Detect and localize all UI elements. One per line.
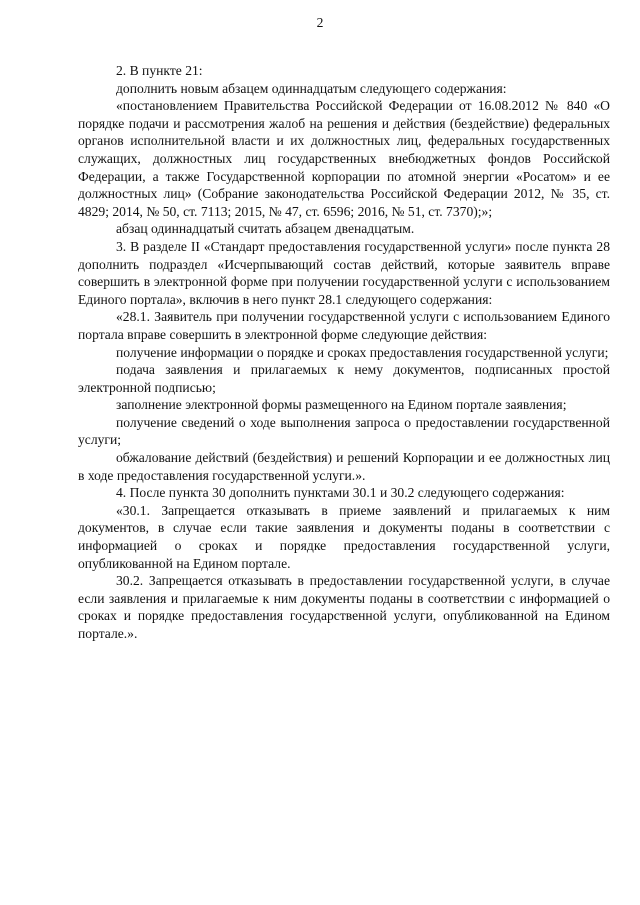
paragraph: «28.1. Заявитель при получении государственной услуги с использованием Единого портала вправе совершить в электронной форме следующие действия:: [78, 309, 610, 342]
paragraph: заполнение электронной формы размещенного на Едином портале заявления;: [116, 397, 567, 413]
paragraph: 30.2. Запрещается отказывать в предоставлении государственной услуги, в случае если заявления и прилагаемые к ним документы поданы в соответствии с информацией о сроках и порядке предоставления государственной услуги, опубликованной на Едином портале.».: [78, 573, 610, 641]
paragraph: дополнить новым абзацем одиннадцатым следующего содержания:: [116, 80, 507, 96]
page-number: 2: [316, 15, 324, 30]
paragraph: «постановлением Правительства Российской Федерации от 16.08.2012 № 840 «О порядке подачи и рассмотрения жалоб на решения и действия (бездействие) федеральных органов исполнительной власти и их должностных лиц, федеральных государственных служащих, должностных лиц государственных внебюджетных фондов Российской Федерации, а также Государственной корпорации по атомной энергии «Росатом» и ее должностных лиц» (Собрание законодательства Российской Федерации 2012, № 35, ст. 4829; 2014, № 50, ст. 7113; 2015, № 47, ст. 6596; 2016, № 51, ст. 7370);»;: [78, 98, 610, 219]
paragraph: абзац одиннадцатый считать абзацем двенадцатым.: [116, 221, 415, 237]
paragraph: 3. В разделе II «Стандарт предоставления государственной услуги» после пункта 28 дополнить подраздел «Исчерпывающий состав действий, которые заявитель вправе совершить в электронной форме при получении государственной услуги с использованием Единого портала», включив в него пункт 28.1 следующего содержания:: [78, 238, 610, 307]
paragraph: 4. После пункта 30 дополнить пунктами 30.1 и 30.2 следующего содержания:: [116, 485, 565, 501]
document-body: [78, 62, 610, 643]
paragraph: подача заявления и прилагаемых к нему документов, подписанных простой электронной подписью;: [78, 362, 610, 395]
paragraph: обжалование действий (бездействия) и решений Корпорации и ее должностных лиц в ходе предоставления государственной услуги.».: [78, 450, 610, 483]
paragraph: 2. В пункте 21:: [116, 63, 203, 78]
paragraph: получение информации о порядке и сроках предоставления государственной услуги;: [116, 344, 609, 360]
paragraph: «30.1. Запрещается отказывать в приеме заявлений и прилагаемых к ним документов, в случае если такие заявления и документы поданы в соответствии с информацией о сроках и порядке предоставления государственной услуги, опубликованной на Едином портале.: [78, 502, 610, 571]
paragraph: получение сведений о ходе выполнения запроса о предоставлении государственной услуги;: [78, 414, 610, 448]
